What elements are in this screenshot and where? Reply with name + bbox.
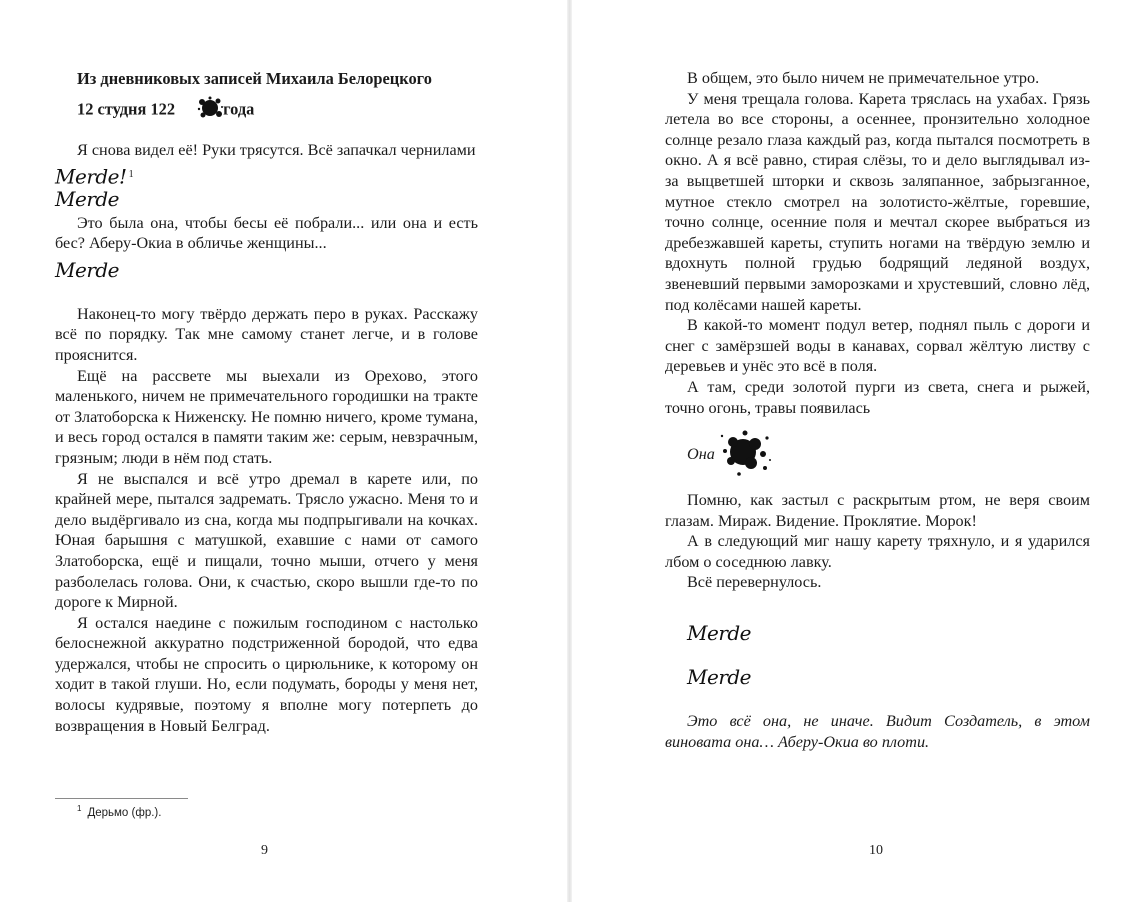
ona-line xyxy=(665,430,1090,480)
footnote xyxy=(77,804,161,819)
paragraph: У меня трещала голова. Карета тряслась на ухабах. Грязь летела во все стороны, а осеннее, пронзительно холодное солнце резало глаза каждый раз, когда пытался посмотреть в окно. А я всё равно, стирая слёзы, то и дело выглядывал из-за выцветшей шторки и сквозь заляпанное, забрызганное, мутное стекло смотрел на золотисто-жёлтые, горевшие, точно солнце, осенние поля и мечтал скорее выбраться из дребезжавшей кареты, ступить ногами на твёрдую землю и вдохнуть полной грудью бодрящий ледяной воздух, звеневший первыми заморозками и хрустевший, словно лёд, под колёсами нашей кареты. xyxy=(665,89,1090,314)
merde-line xyxy=(665,667,1090,691)
merde-line xyxy=(665,623,1090,647)
ona-word: Она xyxy=(687,445,715,464)
paragraph: А в следующий миг нашу карету тряхнуло, и я ударился лбом о соседнюю лавку. xyxy=(665,532,1090,571)
page-number: 10 xyxy=(869,843,883,858)
merde-script: Merde xyxy=(687,621,752,646)
paragraph: Я снова видел её! Руки трясутся. Всё запачкал чернилами xyxy=(77,141,476,159)
paragraph: В какой-то момент подул ветер, поднял пыль с дороги и снег с замёрзшей воды в канавах, сорвал жёлтую листву с деревьев и унёс это всё в поля. xyxy=(665,316,1090,376)
paragraph: Я не выспался и всё утро дремал в карете или, по крайней мере, пытался задремать. Трясло ужасно. Меня то и дело выдёргивало из сна, когда мы подпрыгивали на кочках. Юная барышня с матушкой, ехавшие с нами от самого Златоборска, ещё и пищали, точно мыши, отчего у меня разболелась голова. Они, к счастью, скоро вышли где-то по дороге к Мирной. xyxy=(55,469,478,612)
merde-line xyxy=(55,186,478,213)
merde-script: Merde xyxy=(55,257,120,282)
footnote-divider xyxy=(55,798,188,799)
diary-heading: Из дневниковых записей Михаила Белорецкого xyxy=(77,69,432,88)
diary-date xyxy=(55,95,478,126)
merde-script: Merde xyxy=(55,186,120,211)
date-suffix: года xyxy=(223,99,255,119)
ink-blot-icon xyxy=(717,424,773,486)
italic-paragraph: Это всё она, не иначе. Видит Создатель, в этом виновата она… Аберу-Окиа во плоти. xyxy=(665,712,1090,751)
left-text-column xyxy=(55,68,478,736)
paragraph: А там, среди золотой пурги из света, снега и рыжей, точно огонь, травы появилась xyxy=(665,377,1090,417)
paragraph: В общем, это было ничем не примечательное утро. xyxy=(687,69,1040,87)
merde-line xyxy=(55,257,478,288)
merde-line xyxy=(55,165,478,189)
paragraph: Это была она, чтобы бесы её побрали... или она и есть бес? Аберу-Окиа в обличье женщины... xyxy=(55,213,478,253)
paragraph: Помню, как застыл с раскрытым ртом, не веря своим глазам. Мираж. Видение. Проклятие. Морок! xyxy=(665,491,1090,530)
paragraph: Наконец-то могу твёрдо держать перо в руках. Расскажу всё по порядку. Так мне самому станет легче, и в голове прояснится. xyxy=(55,304,478,364)
footnote-marker: 1 xyxy=(128,168,134,180)
right-text-column xyxy=(665,68,1090,752)
paragraph: Я остался наедине с пожилым господином с настолько белоснежной аккуратно подстриженной бородой, что едва удержался, чтобы не спросить о цирюльнике, к которому он ходит в такой глуши. Но, если подумать, бороды у меня нет, волосы кудрявые, поэтому я вполне могу потерпеть до возвращения в Новый Белград. xyxy=(55,613,478,735)
paragraph: Ещё на рассвете мы выехали из Орехово, этого маленького, ничем не примечательного городишки на тракте от Златоборска к Ниженску. Не помню ничего, кроме тумана, и весь город остался в памяти таким же: серым, невзрачным, грязным; люди в нём под стать. xyxy=(55,366,478,467)
merde-script: Merde! xyxy=(55,163,127,188)
footnote-text: Дерьмо (фр.). xyxy=(87,806,162,819)
footnote-number: 1 xyxy=(77,804,82,813)
merde-script: Merde xyxy=(687,665,752,690)
page-number: 9 xyxy=(261,843,268,858)
right-page xyxy=(572,0,1138,902)
paragraph: Всё перевернулось. xyxy=(687,573,822,592)
date-prefix: 12 студня 122 xyxy=(77,99,176,119)
left-page xyxy=(0,0,568,902)
ink-blot-icon xyxy=(175,95,223,126)
